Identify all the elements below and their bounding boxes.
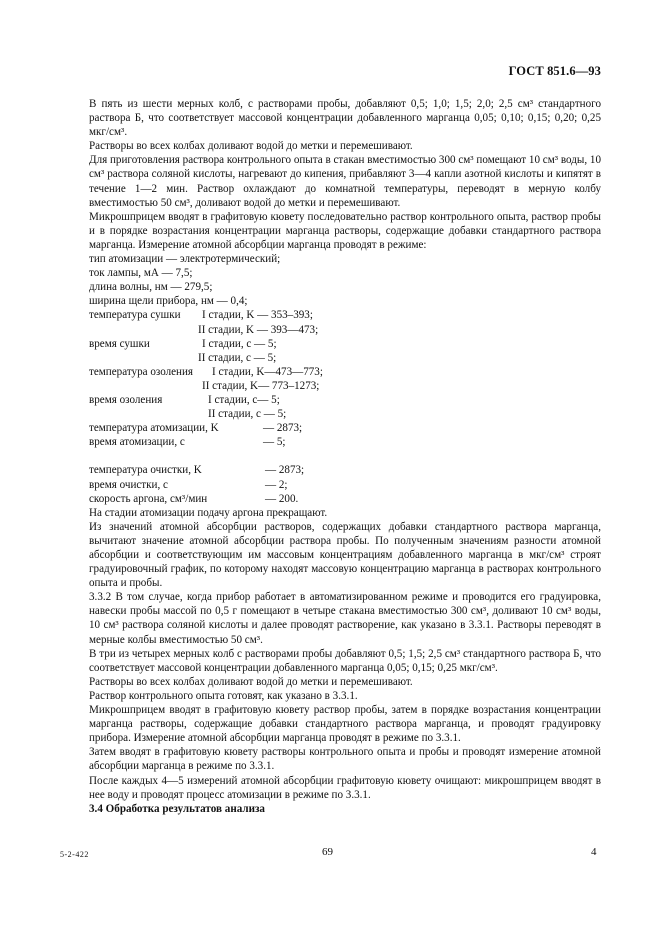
- paragraph: Растворы во всех колбах доливают водой до метки и перемешивают.: [89, 140, 413, 153]
- param-value: II стадии, с — 5;: [198, 351, 277, 364]
- paragraph: Растворы во всех колбах доливают водой до метки и перемешивают.: [89, 675, 413, 688]
- param-value: II стадии, K — 393—473;: [198, 323, 319, 336]
- document-header: ГОСТ 851.6—93: [508, 64, 601, 78]
- document-body: [89, 97, 601, 816]
- paragraph: 3.3.2 В том случае, когда прибор работает в автоматизированном режиме и проводится его градуировка, навески пробы массой по 0,5 г помещают в четыре стакана вместимостью 300 см³, доливают 10 см³ воды, 10 см³ раствора соляной кислоты и далее проводят растворение, как указано в 3.3.1. Растворы переводят в мерные колбы вместимостью 50 см³.: [89, 591, 601, 646]
- param-value: I стадии, с— 5;: [208, 393, 280, 406]
- param-drying-temp-1: [89, 308, 601, 322]
- param-drying-time-1: [89, 337, 601, 351]
- param-value: — 2873;: [263, 422, 303, 435]
- param-ashing-time-1: [89, 393, 601, 407]
- param-label: тип атомизации — электротермический;: [89, 253, 281, 266]
- param-value: — 5;: [263, 436, 286, 449]
- param-label: время сушки: [89, 337, 150, 350]
- param-value: — 2;: [265, 478, 288, 491]
- param-label: длина волны, нм — 279,5;: [89, 281, 213, 294]
- param-label: скорость аргона, см³/мин: [89, 492, 208, 505]
- param-value: I стадии, с — 5;: [202, 337, 277, 350]
- param-wavelength: [89, 280, 601, 294]
- param-value: II стадии, K— 773–1273;: [202, 379, 320, 392]
- param-label: температура озоления: [89, 365, 194, 378]
- page-number: 69: [322, 846, 333, 858]
- param-slit-width: [89, 294, 601, 308]
- blank-line: [89, 449, 601, 463]
- param-ashing-time-2: [89, 407, 601, 421]
- paragraph: Из значений атомной абсорбции растворов, содержащих добавки стандартного раствора марганца, вычитают значение атомной абсорбции раствора пробы. По полученным значениям разности атомной абсорбции и соответствующим им массовым концентрациям добавленного марганца в мкг/см³ строят градуировочный график, по которому находят массовую концентрацию марганца в растворах контрольного опыта и пробы.: [89, 520, 601, 590]
- param-value: — 200.: [265, 492, 299, 505]
- paragraph: На стадии атомизации подачу аргона прекращают.: [89, 506, 328, 519]
- param-label: температура атомизации, K: [89, 422, 219, 435]
- param-drying-temp-2: [89, 323, 601, 337]
- param-value: I стадии, K — 353–393;: [202, 309, 313, 322]
- param-value: II стадии, с — 5;: [208, 408, 287, 421]
- param-label: время озоления: [89, 393, 163, 406]
- param-lamp-current: [89, 266, 601, 280]
- param-atomization-time: [89, 435, 601, 449]
- param-ashing-temp-1: [89, 365, 601, 379]
- param-ashing-temp-2: [89, 379, 601, 393]
- paragraph: В три из четырех мерных колб с растворами пробы добавляют 0,5; 1,5; 2,5 см³ стандартного раствора Б, что соответствует массовой концентрации добавленного марганца 0,05; 0,15; 0,25 мкг/см³.: [89, 647, 601, 674]
- param-argon-rate: [89, 492, 601, 506]
- param-atomization-type: [89, 252, 601, 266]
- footer-right-number: 4: [591, 846, 597, 858]
- print-code: 5-2-422: [60, 850, 89, 859]
- param-label: время атомизации, с: [89, 436, 185, 449]
- param-label: время очистки, с: [89, 478, 168, 491]
- param-atomization-temp: [89, 421, 601, 435]
- param-cleaning-temp: [89, 463, 601, 477]
- section-heading: 3.4 Обработка результатов анализа: [89, 802, 265, 815]
- paragraph: Микрошприцем вводят в графитовую кювету раствор пробы, затем в порядке возрастания концентрации марганца растворы, содержащие добавки стандартного раствора марганца, и проводят градуировку прибора. Измерение атомной абсорбции марганца проводят в режиме по 3.3.1.: [89, 704, 601, 745]
- paragraph: После каждых 4—5 измерений атомной абсорбции графитовую кювету очищают: микрошприцем вводят в нее воду и проводят процесс атомизации в режиме по 3.3.1.: [89, 774, 601, 801]
- param-label: температура сушки: [89, 309, 181, 322]
- param-label: ширина щели прибора, нм — 0,4;: [89, 295, 248, 308]
- param-drying-time-2: [89, 351, 601, 365]
- param-label: температура очистки, K: [89, 464, 202, 477]
- paragraph: Для приготовления раствора контрольного опыта в стакан вместимостью 300 см³ помещают 10 см³ воды, 10 см³ раствора соляной кислоты, нагревают до кипения, прибавляют 3—4 капли азотной кислоты и кипятят в течение 1—2 мин. Раствор охлаждают до комнатной температуры, переводят в мерную колбу вместимостью 50 см³, доливают водой до метки и перемешивают.: [89, 154, 601, 209]
- param-label: ток лампы, мА — 7,5;: [89, 267, 193, 280]
- paragraph: Раствор контрольного опыта готовят, как указано в 3.3.1.: [89, 689, 358, 702]
- paragraph: Микрошприцем вводят в графитовую кювету последовательно раствор контрольного опыта, раствор пробы и в порядке возрастания концентрации марганца растворы, содержащие добавки стандартного раствора марганца. Измерение атомной абсорбции марганца проводят в режиме:: [89, 210, 601, 251]
- paragraph: В пять из шести мерных колб, с растворами пробы, добавляют 0,5; 1,0; 1,5; 2,0; 2,5 см³ стандартного раствора Б, что соответствует массовой концентрации добавленного марганца 0,05; 0,10; 0,15; 0,20; 0,25 мкг/см³.: [89, 98, 601, 139]
- param-value: — 2873;: [265, 464, 305, 477]
- paragraph: Затем вводят в графитовую кювету растворы контрольного опыта и пробы и проводят измерение атомной абсорбции марганца в режиме по 3.3.1.: [89, 746, 601, 773]
- param-cleaning-time: [89, 478, 601, 492]
- param-value: I стадии, K—473—773;: [212, 365, 323, 378]
